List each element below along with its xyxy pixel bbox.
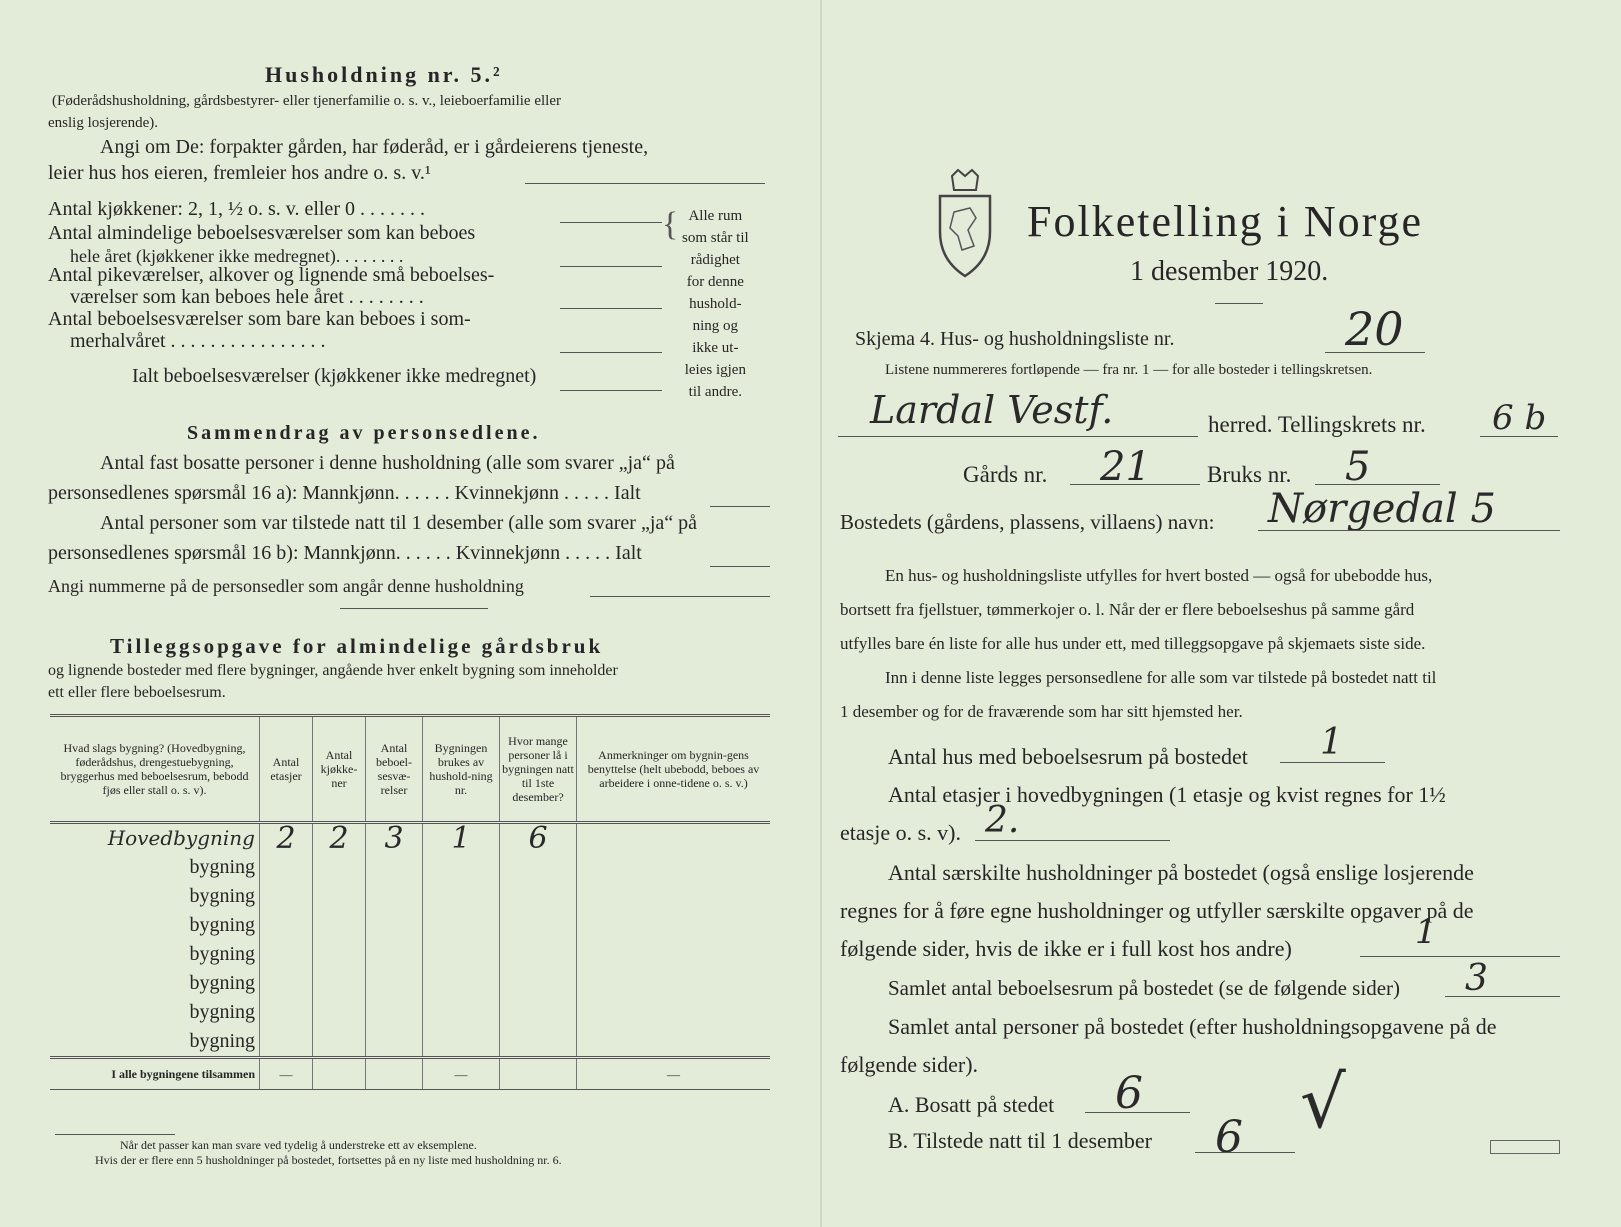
col-header-remarks: Anmerkninger om bygnin-gens benyttelse (helt ubebodd, beboes av arbeidere i onne-tidene o. s. v.): [577, 716, 771, 823]
household-subtitle-1: (Føderådshusholdning, gårdsbestyrer- eller tjenerfamilie o. s. v., leieboerfamilie eller: [52, 93, 561, 109]
ialt-answer-1: [710, 506, 770, 507]
cell-persons: [500, 998, 577, 1027]
footnote-rule: [55, 1134, 175, 1135]
cell-floors: [260, 1027, 313, 1058]
section-divider: [340, 608, 488, 609]
total-remarks: —: [577, 1058, 771, 1090]
herred-label: herred. Tellingskrets nr.: [1208, 412, 1426, 437]
cell-kitchens: [313, 853, 366, 882]
cell-rooms: [366, 1027, 423, 1058]
qa-label: A. Bosatt på stedet: [888, 1092, 1055, 1117]
rooms-line-8: Ialt beboelsesværelser (kjøkkener ikke medregnet): [132, 365, 537, 387]
sammendrag-line-2: personsedlenes spørsmål 16 a): Mannkjønn. . . . . . Kvinnekjønn . . . . . Ialt: [48, 482, 641, 504]
side-note-line: Alle rum: [688, 208, 743, 224]
side-note-line: ikke ut-: [692, 340, 739, 356]
cell-persons: [500, 911, 577, 940]
info-line-4: Inn i denne liste legges personsedlene for alle som var tilstede på bostedet natt til: [885, 668, 1437, 687]
table-row: [50, 882, 770, 911]
q4-label: Samlet antal beboelsesrum på bostedet (se de følgende sider): [888, 976, 1400, 1000]
total-rooms: [366, 1058, 423, 1090]
skjema-nr-value: 20: [1345, 302, 1404, 356]
total-label: I alle bygningene tilsammen: [50, 1058, 260, 1090]
rooms-line-1: Antal kjøkkener: 2, 1, ½ o. s. v. eller 0 . . . . . . .: [48, 198, 425, 220]
q2-line-1: Antal etasjer i hovedbygningen (1 etasje og kvist regnes for 1½: [888, 782, 1446, 807]
cell-building-type: bygning: [189, 885, 255, 907]
household-subtitle-2: enslig losjerende).: [48, 115, 158, 131]
rooms-answer-2: [560, 266, 662, 267]
title-divider: [1215, 303, 1263, 304]
footnote-2: Hvis der er flere enn 5 husholdninger på bostedet, fortsettes på en ny liste med husholdning nr. 6.: [95, 1153, 562, 1167]
q3-line-2: regnes for å føre egne husholdninger og utfyller særskilte opgaver på de: [840, 898, 1474, 923]
cell-rooms: [366, 940, 423, 969]
cell-building-type: Hovedbygning: [107, 826, 255, 850]
coat-of-arms-icon: [930, 168, 1000, 280]
nummerne-answer-line: [590, 596, 770, 597]
buildings-table: [50, 714, 770, 1090]
q2-line: [975, 840, 1170, 841]
table-row: [50, 969, 770, 998]
form-date: 1 desember 1920.: [1130, 256, 1329, 287]
col-header-building-type: Hvad slags bygning? (Hovedbygning, føderådshus, drengestuebygning, bryggerhus med beboelsesrum, bebodd fjøs eller stall o. s. v).: [60, 741, 249, 797]
total-household-nr: —: [423, 1058, 500, 1090]
side-note-line: rådighet: [690, 252, 740, 268]
info-line-1: En hus- og husholdningsliste utfylles for hvert bosted — også for ubebodde hus,: [885, 566, 1433, 585]
side-note-line: hushold-: [689, 296, 742, 312]
col-header-persons: Hvor mange personer lå i bygningen natt til 1ste desember?: [500, 716, 577, 823]
angi-answer-line: [525, 183, 765, 184]
rooms-answer-4: [560, 352, 662, 353]
total-floors: —: [260, 1058, 313, 1090]
tillegg-title: Tilleggsopgave for almindelige gårdsbruk: [110, 634, 604, 658]
cell-rooms: [366, 969, 423, 998]
q3-line-3: følgende sider, hvis de ikke er i full kost hos andre): [840, 936, 1292, 961]
cell-rooms: 3: [366, 823, 423, 854]
cell-remarks: [577, 911, 771, 940]
cell-building-type: bygning: [189, 1001, 255, 1023]
qb-line: [1195, 1152, 1295, 1153]
gards-label: Gårds nr.: [963, 462, 1048, 487]
page-fold: [820, 0, 822, 1227]
herred-line: [838, 436, 1198, 437]
cell-floors: [260, 940, 313, 969]
q4-value: 3: [1465, 958, 1488, 999]
cell-floors: [260, 998, 313, 1027]
col-header-rooms: Antal beboel-sesvæ-relser: [366, 716, 423, 823]
col-header-floors: Antal etasjer: [260, 716, 313, 823]
bruks-line: [1315, 484, 1440, 485]
footnote-1: Når det passer kan man svare ved tydelig å understreke ett av eksemplene.: [120, 1138, 477, 1152]
cell-building-type: bygning: [189, 914, 255, 936]
check-mark-icon: √: [1300, 1060, 1346, 1144]
sammendrag-line-3: Antal personer som var tilstede natt til 1 desember (alle som svarer „ja“ på: [100, 512, 698, 534]
info-line-3: utfylles bare én liste for alle hus under ett, med tilleggsopgave på skjemaets siste side.: [840, 634, 1426, 653]
cell-household-nr: [423, 969, 500, 998]
bruks-label: Bruks nr.: [1207, 462, 1292, 487]
rooms-line-7: merhalvåret . . . . . . . . . . . . . . . .: [70, 330, 326, 352]
table-row: [50, 1027, 770, 1058]
side-note: [682, 205, 749, 403]
rooms-line-4: Antal pikeværelser, alkover og lignende små beboelses-: [48, 264, 495, 286]
cell-persons: [500, 882, 577, 911]
q4-line: [1445, 996, 1560, 997]
cell-household-nr: [423, 882, 500, 911]
cell-household-nr: [423, 998, 500, 1027]
q1-label: Antal hus med beboelsesrum på bostedet: [888, 744, 1248, 769]
cell-remarks: [577, 969, 771, 998]
cell-remarks: [577, 882, 771, 911]
tillegg-line-1: og lignende bosteder med flere bygninger, angående hver enkelt bygning som inneholder: [48, 662, 618, 679]
cell-remarks: [577, 823, 771, 854]
cell-floors: [260, 853, 313, 882]
gards-value: 21: [1100, 444, 1151, 490]
qa-value: 6: [1115, 1068, 1143, 1119]
cell-kitchens: [313, 969, 366, 998]
bruks-value: 5: [1345, 444, 1371, 490]
brace-icon: {: [662, 206, 679, 243]
q5-line-2: følgende sider).: [840, 1052, 979, 1077]
q1-line: [1280, 762, 1385, 763]
rooms-answer-1: [560, 222, 662, 223]
cell-remarks: [577, 853, 771, 882]
cell-remarks: [577, 998, 771, 1027]
krets-line: [1480, 436, 1558, 437]
info-line-2: bortsett fra fjellstuer, tømmerkojer o. l. Når der er flere beboelseshus på samme gård: [840, 600, 1415, 619]
q2-value: 2.: [985, 800, 1020, 841]
side-note-line: ning og: [692, 318, 739, 334]
cell-floors: [260, 882, 313, 911]
cell-rooms: [366, 853, 423, 882]
rooms-line-6: Antal beboelsesværelser som bare kan beboes i som-: [48, 308, 471, 330]
cell-remarks: [577, 1027, 771, 1058]
herred-value: Lardal Vestf.: [870, 388, 1114, 432]
cell-rooms: [366, 998, 423, 1027]
cell-rooms: [366, 882, 423, 911]
cell-building-type: bygning: [189, 856, 255, 878]
table-row: [50, 853, 770, 882]
cell-kitchens: [313, 882, 366, 911]
cell-household-nr: [423, 853, 500, 882]
cell-kitchens: 2: [313, 823, 366, 854]
angi-line-2: leier hus hos eieren, fremleier hos andre o. s. v.¹: [48, 162, 431, 184]
table-row: [50, 911, 770, 940]
col-header-kitchens: Antal kjøkke-ner: [313, 716, 366, 823]
cell-kitchens: [313, 911, 366, 940]
table-row: [50, 940, 770, 969]
qb-value: 6: [1215, 1112, 1243, 1163]
cell-building-type: bygning: [189, 972, 255, 994]
q5-line-1: Samlet antal personer på bostedet (efter husholdningsopgavene på de: [888, 1014, 1497, 1039]
cell-persons: [500, 969, 577, 998]
cell-kitchens: [313, 940, 366, 969]
qb-label: B. Tilstede natt til 1 desember: [888, 1128, 1152, 1153]
cell-building-type: bygning: [189, 1030, 255, 1052]
skjema-label: Skjema 4. Hus- og husholdningsliste nr.: [855, 328, 1175, 350]
rooms-answer-total: [560, 390, 662, 391]
cell-floors: 2: [260, 823, 313, 854]
q3-line: [1360, 956, 1560, 957]
q3-line-1: Antal særskilte husholdninger på bostedet (også enslige losjerende: [888, 860, 1474, 885]
krets-value: 6 b: [1492, 398, 1547, 438]
printer-stamp: [1490, 1140, 1560, 1154]
bosted-line: [1258, 530, 1560, 531]
cell-remarks: [577, 940, 771, 969]
table-row: [50, 823, 770, 854]
qa-line: [1085, 1112, 1190, 1113]
bosted-label: Bostedets (gårdens, plassens, villaens) navn:: [840, 510, 1215, 534]
cell-building-type: bygning: [189, 943, 255, 965]
table-total-row: [50, 1058, 770, 1090]
table-header-row: [50, 716, 770, 823]
household-title: Husholdning nr. 5.²: [265, 62, 503, 87]
angi-line-1: Angi om De: forpakter gården, har føderåd, er i gårdeierens tjeneste,: [100, 136, 649, 158]
cell-household-nr: 1: [423, 823, 500, 854]
side-note-line: leies igjen: [684, 362, 746, 378]
sammendrag-title: Sammendrag av personsedlene.: [187, 422, 541, 444]
cell-persons: [500, 940, 577, 969]
total-kitchens: [313, 1058, 366, 1090]
rooms-line-2: Antal almindelige beboelsesværelser som kan beboes: [48, 222, 476, 244]
cell-household-nr: [423, 911, 500, 940]
cell-persons: [500, 853, 577, 882]
rooms-line-3: hele året (kjøkkener ikke medregnet). . . . . . . .: [70, 246, 404, 266]
form-title: Folketelling i Norge: [1027, 197, 1424, 246]
rooms-line-5: værelser som kan beboes hele året . . . . . . . .: [70, 286, 424, 308]
sammendrag-line-1: Antal fast bosatte personer i denne husholdning (alle som svarer „ja“ på: [100, 452, 675, 474]
cell-persons: 6: [500, 823, 577, 854]
skjema-nr-line: [1325, 352, 1425, 353]
side-note-line: for denne: [686, 274, 744, 290]
sammendrag-line-4: personsedlenes spørsmål 16 b): Mannkjønn. . . . . . Kvinnekjønn . . . . . Ialt: [48, 542, 642, 564]
total-persons: [500, 1058, 577, 1090]
cell-persons: [500, 1027, 577, 1058]
cell-floors: [260, 911, 313, 940]
side-note-line: til andre.: [688, 384, 742, 400]
q2-line-2: etasje o. s. v).: [840, 820, 961, 845]
cell-kitchens: [313, 1027, 366, 1058]
q1-value: 1: [1320, 722, 1343, 763]
sammendrag-line-5: Angi nummerne på de personsedler som angår denne husholdning: [48, 576, 524, 596]
bosted-value: Nørgedal 5: [1268, 486, 1496, 532]
listene-note: Listene nummereres fortløpende — fra nr. 1 — for alle bosteder i tellingskretsen.: [885, 362, 1373, 378]
table-row: [50, 998, 770, 1027]
gards-line: [1070, 484, 1200, 485]
rooms-answer-3: [560, 308, 662, 309]
info-line-5: 1 desember og for de fraværende som har sitt hjemsted her.: [840, 702, 1243, 721]
cell-kitchens: [313, 998, 366, 1027]
col-header-household-nr: Bygningen brukes av hushold-ning nr.: [423, 716, 500, 823]
cell-household-nr: [423, 940, 500, 969]
q3-value: 1: [1415, 912, 1437, 952]
side-note-line: som står til: [682, 230, 749, 246]
cell-rooms: [366, 911, 423, 940]
cell-household-nr: [423, 1027, 500, 1058]
tillegg-line-2: ett eller flere beboelsesrum.: [48, 684, 226, 701]
cell-floors: [260, 969, 313, 998]
ialt-answer-2: [710, 566, 770, 567]
